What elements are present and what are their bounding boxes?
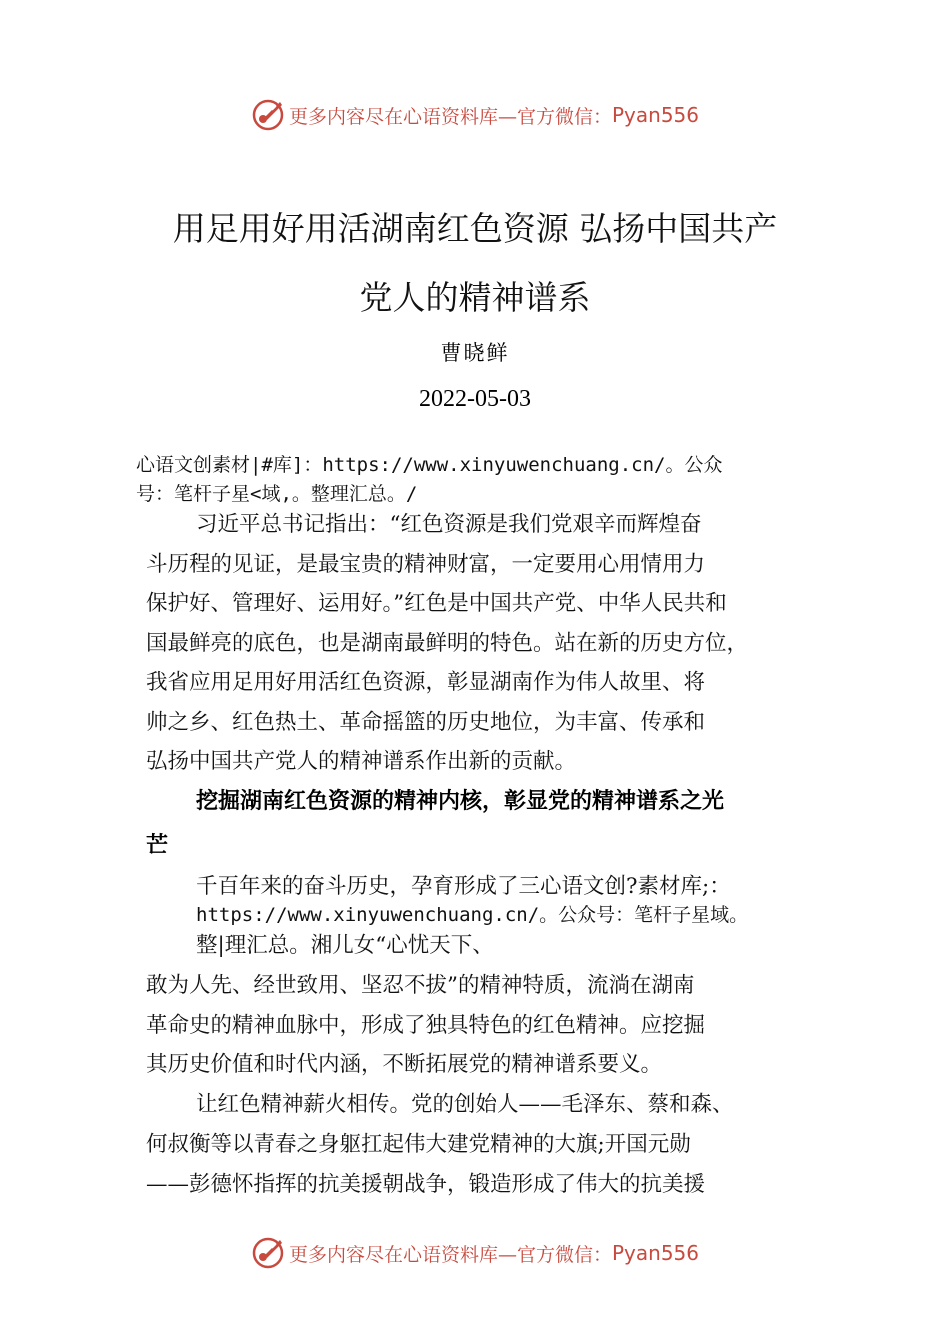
paragraph-1-line: 保护好、管理好、运用好。”红色是中国共产党、中华人民共和 — [146, 591, 727, 616]
paragraph-1-line: 弘扬中国共产党人的精神谱系作出新的贡献。 — [146, 749, 577, 774]
paragraph-1-line: 斗历程的见证，是最宝贵的精神财富，一定要用心用情用力 — [146, 552, 706, 577]
paragraph-2-line: 敢为人先、经世致用、坚忍不拔”的精神特质，流淌在湖南 — [146, 973, 695, 998]
paragraph-1-line: 国最鲜亮的底色，也是湖南最鲜明的特色。站在新的历史方位， — [146, 631, 749, 656]
notice-line-1: 心语文创素材|#库]：https://www.xinyuwenchuang.cn/。公众 — [136, 454, 723, 476]
section-heading-line-1: 挖掘湖南红色资源的精神内核，彰显党的精神谱系之光 — [196, 789, 725, 814]
quill-logo-icon — [251, 1236, 285, 1270]
publish-date: 2022-05-03 — [419, 386, 531, 412]
section-heading-line-2: 芒 — [146, 833, 169, 858]
paragraph-1-line: 帅之乡、红色热土、革命摇篮的历史地位，为丰富、传承和 — [146, 710, 706, 735]
banner-text: 更多内容尽在心语资料库—官方微信： — [288, 1243, 612, 1266]
document-title-line-2: 党人的精神谱系 — [359, 278, 591, 317]
paragraph-2-line: 革命史的精神血脉中，形成了独具特色的红色精神。应挖掘 — [146, 1013, 706, 1038]
watermark-banner-top — [0, 95, 950, 135]
banner-wechat-id: Pyan556 — [612, 103, 700, 127]
paragraph-3-line: ——彭德怀指挥的抗美援朝战争，锻造形成了伟大的抗美援 — [146, 1172, 706, 1197]
paragraph-3-line: 让红色精神薪火相传。党的创始人——毛泽东、蔡和森、 — [196, 1092, 734, 1117]
quill-logo-icon — [251, 98, 285, 132]
paragraph-1-line: 我省应用足用好用活红色资源，彰显湖南作为伟人故里、将 — [146, 670, 706, 695]
watermark-banner-bottom — [0, 1233, 950, 1273]
document-title-line-1: 用足用好用活湖南红色资源 弘扬中国共产 — [172, 209, 778, 248]
paragraph-2-line: 千百年来的奋斗历史，孕育形成了三心语文创?素材库;： — [196, 874, 731, 899]
banner-wechat-id: Pyan556 — [612, 1241, 700, 1265]
paragraph-1-line: 习近平总书记指出：“红色资源是我们党艰辛而辉煌奋 — [196, 512, 702, 537]
notice-line-2: 号：笔杆子星<域,。整理汇总。/ — [136, 483, 418, 505]
author: 曹晓鲜 — [440, 341, 510, 365]
paragraph-2-line: https://www.xinyuwenchuang.cn/。公众号：笔杆子星域。 — [196, 904, 749, 926]
banner-text: 更多内容尽在心语资料库—官方微信： — [288, 105, 612, 128]
paragraph-2-line: 其历史价值和时代内涵，不断拓展党的精神谱系要义。 — [146, 1052, 663, 1077]
paragraph-2-line: 整|理汇总。湘儿女“心忧天下、 — [196, 933, 494, 958]
paragraph-3-line: 何叔衡等以青春之身躯扛起伟大建党精神的大旗;开国元勋 — [146, 1132, 691, 1157]
